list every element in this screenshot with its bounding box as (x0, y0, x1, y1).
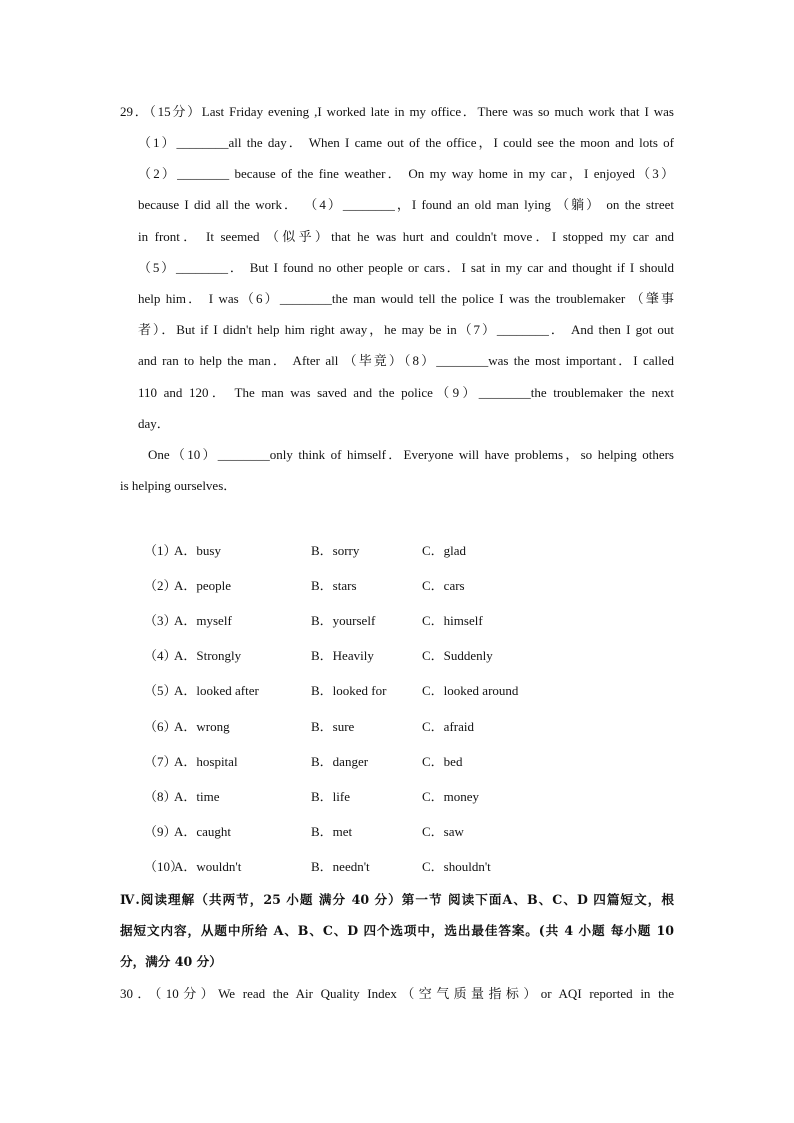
option-a: A．hospital (174, 754, 238, 769)
q29-line-9: and ran to help the man． After all （毕竟）（8）________was the most important．I called (138, 353, 674, 368)
option-number: （3） (144, 613, 177, 628)
option-a: A．wouldn't (174, 859, 242, 874)
option-number: （1） (144, 543, 177, 558)
option-a: A．time (174, 789, 220, 804)
option-c: C．bed (422, 754, 463, 769)
option-b: B．met (311, 824, 353, 839)
option-number: （8） (144, 789, 177, 804)
question-30-line-1: 30．（10分）We read the Air Quality Index（空气质量指标）or AQI reported in the (120, 986, 674, 1001)
q29-para2-line-1: One（10）________only think of himself．Everyone will have problems，so helping others (148, 447, 674, 462)
option-c: C．Suddenly (422, 648, 493, 663)
section-4-line-1: Ⅳ.阅读理解（共两节，25 小题 满分 40 分）第一节 阅读下面A、B、C、D 四篇短文，根 (120, 892, 674, 907)
section-4-line-2: 据短文内容，从题中所给 A、B、C、D 四个选项中，选出最佳答案。(共 4 小题 每小题 10 (120, 923, 674, 938)
option-c: C．looked around (422, 683, 519, 698)
option-b: B．sure (311, 719, 355, 734)
q29-line-7: help him． I was（6）________the man would tell the police I was the troublemaker （肇事 (138, 291, 674, 306)
option-c: C．saw (422, 824, 464, 839)
option-c: C．shouldn't (422, 859, 491, 874)
option-number: （6） (144, 719, 177, 734)
q29-line-6: （5）________． But I found no other people or cars．I sat in my car and thought if I should (138, 260, 674, 275)
option-a: A．Strongly (174, 648, 242, 663)
option-b: B．sorry (311, 543, 360, 558)
option-b: B．stars (311, 578, 357, 593)
q29-para2-line-2: is helping ourselves． (120, 478, 237, 493)
q29-line-10: 110 and 120． The man was saved and the police（9）________the troublemaker the next (138, 385, 674, 400)
option-a: A．looked after (174, 683, 259, 698)
option-b: B．Heavily (311, 648, 374, 663)
option-b: B．needn't (311, 859, 370, 874)
q29-line-2: （1）________all the day． When I came out of the office，I could see the moon and lots of (138, 135, 674, 150)
q29-line-1: 29．（15分）Last Friday evening ,I worked late in my office．There was so much work that I was (120, 104, 674, 119)
q29-line-11: day． (138, 416, 170, 431)
section-4-line-3: 分，满分 40 分） (120, 954, 222, 969)
option-number: （5） (144, 683, 177, 698)
option-c: C．glad (422, 543, 467, 558)
q29-line-8: 者）．But if I didn't help him right away，he may be in（7）________． And then I got out (138, 322, 674, 337)
option-c: C．himself (422, 613, 483, 628)
option-c: C．money (422, 789, 480, 804)
option-b: B．yourself (311, 613, 376, 628)
q29-line-3: （2）________ because of the fine weather． On my way home in my car，I enjoyed（3） (138, 166, 674, 181)
option-number: （4） (144, 648, 177, 663)
q29-line-4: because I did all the work． （4）________，I found an old man lying （躺） on the street (138, 197, 674, 212)
option-a: A．wrong (174, 719, 230, 734)
option-a: A．busy (174, 543, 221, 558)
q29-line-5: in front． It seemed （似乎）that he was hurt and couldn't move．I stopped my car and (138, 229, 674, 244)
option-number: （9） (144, 824, 177, 839)
option-a: A．myself (174, 613, 232, 628)
option-number: （7） (144, 754, 177, 769)
option-c: C．cars (422, 578, 465, 593)
option-c: C．afraid (422, 719, 474, 734)
option-number: （2） (144, 578, 177, 593)
option-b: B．life (311, 789, 350, 804)
option-b: B．danger (311, 754, 369, 769)
option-a: A．caught (174, 824, 232, 839)
option-a: A．people (174, 578, 232, 593)
option-b: B．looked for (311, 683, 387, 698)
option-number: （10） (144, 859, 184, 874)
